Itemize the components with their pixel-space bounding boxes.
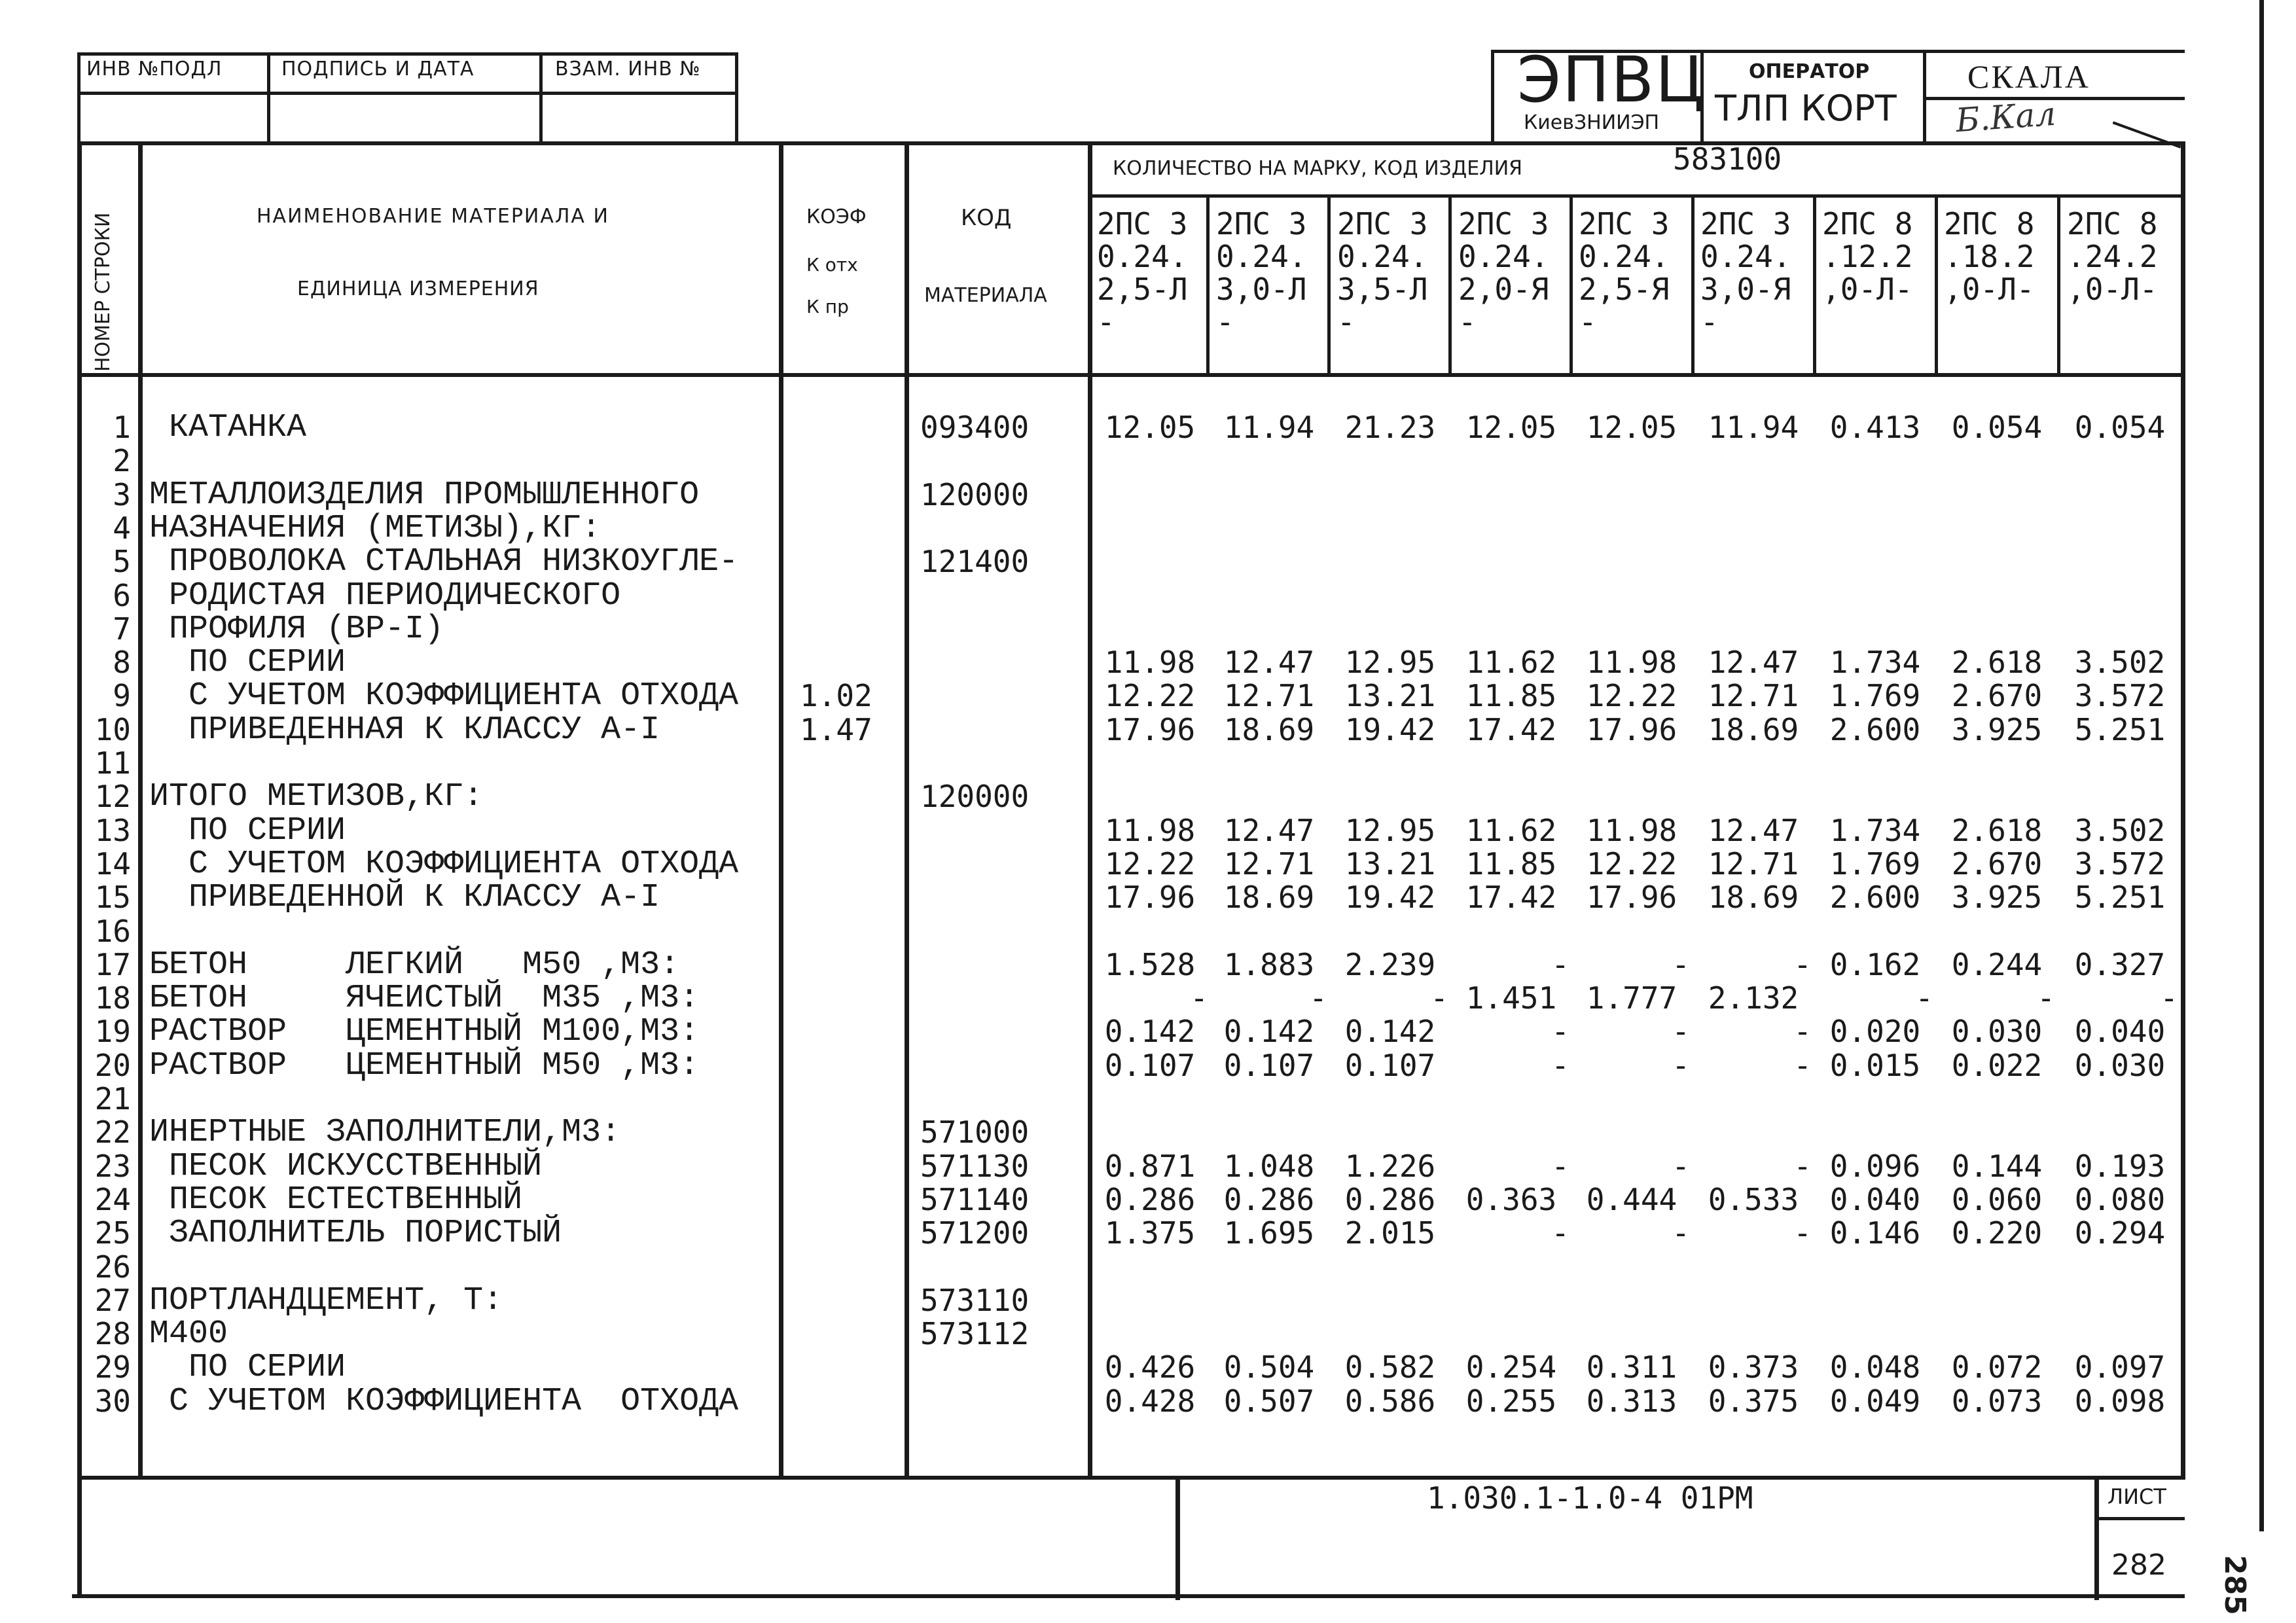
quantity-value: 3.925 <box>1951 711 2043 747</box>
material-code: 121400 <box>920 544 1030 580</box>
row-number-header: НОМЕР СТРОКИ <box>92 212 115 372</box>
quantity-value: 0.311 <box>1586 1349 1677 1385</box>
row-number: 30 <box>94 1383 131 1419</box>
mark-header-line: 3,0-Л <box>1216 272 1307 306</box>
quantity-value: 1.769 <box>1829 678 1921 714</box>
quantity-value: 0.142 <box>1104 1014 1196 1050</box>
quantity-value: 2.618 <box>1951 812 2043 848</box>
material-name: ЗАПОЛНИТЕЛЬ ПОРИСТЫЙ <box>149 1215 562 1253</box>
quantity-value: 0.871 <box>1104 1148 1196 1184</box>
mark-header-line: ,0-Л- <box>1944 272 2035 306</box>
material-code: 571130 <box>920 1148 1030 1184</box>
mark-header-line: - <box>1579 305 1597 339</box>
quantity-value: 12.47 <box>1708 812 1799 848</box>
quantity-value: 2.132 <box>1708 980 1799 1016</box>
quantity-value: 17.96 <box>1104 711 1196 747</box>
quantity-value: 0.313 <box>1586 1383 1677 1419</box>
material-name: БЕТОН ЛЕГКИЙ М50 ,М3: <box>149 946 680 984</box>
coefficient-value: 1.47 <box>800 711 872 747</box>
quantity-value: 0.022 <box>1951 1047 2043 1083</box>
mark-header-line: - <box>1097 305 1115 339</box>
quantity-value: 0.073 <box>1951 1383 2043 1419</box>
quantity-value: 5.251 <box>2074 711 2166 747</box>
mark-header-line: 2ПС 8 <box>1822 207 1913 241</box>
org-name: ЭПВЦ <box>1517 43 1706 116</box>
quantity-value: 0.107 <box>1344 1047 1436 1083</box>
row-number: 15 <box>94 880 131 916</box>
quantity-value: 3.925 <box>1951 880 2043 916</box>
edge-page-number: 285 <box>2218 1555 2251 1615</box>
quantity-value: 17.96 <box>1586 880 1677 916</box>
quantity-value: 0.286 <box>1344 1181 1436 1217</box>
material-code: 571000 <box>920 1115 1030 1150</box>
quantity-value: - <box>1672 946 1690 982</box>
material-name: РАСТВОР ЦЕМЕНТНЫЙ М50 ,М3: <box>149 1046 700 1084</box>
quantity-value: - <box>1672 1014 1690 1050</box>
mark-header-line: 0.24. <box>1458 240 1549 274</box>
operator-label: ОПЕРАТОР <box>1749 60 1870 83</box>
row-number: 28 <box>94 1316 131 1352</box>
quantity-value: 0.294 <box>2074 1215 2166 1251</box>
quantity-value: 0.097 <box>2074 1349 2166 1385</box>
mark-header-line: 2,5-Я <box>1579 272 1670 306</box>
quantity-value: - <box>1309 980 1327 1016</box>
row-number: 16 <box>94 913 131 949</box>
quantity-value: 17.42 <box>1465 711 1557 747</box>
quantity-value: 21.23 <box>1344 410 1436 445</box>
quantity-value: 0.080 <box>2074 1181 2166 1217</box>
doc-code: 1.030.1-1.0-4 01РМ <box>1427 1480 1753 1516</box>
quantity-value: 1.048 <box>1223 1148 1315 1184</box>
row-number: 8 <box>113 645 131 681</box>
mark-header-line: 2ПС 3 <box>1097 207 1188 241</box>
material-name: ПЕСОК ИСКУССТВЕННЫЙ <box>149 1147 543 1185</box>
quantity-value: 0.060 <box>1951 1181 2043 1217</box>
quantity-value: 0.098 <box>2074 1383 2166 1419</box>
quantity-value: 0.107 <box>1104 1047 1196 1083</box>
mark-header-line: 2ПС 3 <box>1700 207 1791 241</box>
quantity-value: 1.226 <box>1344 1148 1436 1184</box>
mark-header-line: 0.24. <box>1579 240 1670 274</box>
mark-header-line: 2,5-Л <box>1097 272 1188 306</box>
quantity-value: 0.054 <box>2074 410 2166 445</box>
material-name: ПО СЕРИИ <box>149 1349 346 1387</box>
quantity-value: 2.618 <box>1951 645 2043 681</box>
material-name: БЕТОН ЯЧЕИСТЫЙ М35 ,М3: <box>149 980 700 1018</box>
row-number: 27 <box>94 1282 131 1318</box>
row-number: 13 <box>94 812 131 848</box>
quantity-value: 0.413 <box>1829 410 1921 445</box>
material-code: 571200 <box>920 1215 1030 1251</box>
quantity-value: 12.05 <box>1586 410 1677 445</box>
mark-header-line: 2ПС 8 <box>2067 207 2158 241</box>
quantity-value: 12.47 <box>1223 812 1315 848</box>
mark-header-line: 2,0-Я <box>1458 272 1549 306</box>
row-number: 12 <box>94 779 131 815</box>
material-code: 093400 <box>920 410 1030 445</box>
mark-header-line: 0.24. <box>1337 240 1428 274</box>
material-name: ПРИВЕДЕННАЯ К КЛАССУ А-I <box>149 711 660 749</box>
quantity-value: - <box>1915 980 1933 1016</box>
quantity-value: 12.22 <box>1586 678 1677 714</box>
mark-header-line: - <box>1337 305 1355 339</box>
row-number: 6 <box>113 577 131 613</box>
quantity-value: 3.572 <box>2074 846 2166 882</box>
quantity-value: 1.695 <box>1223 1215 1315 1251</box>
mark-header-line: - <box>1458 305 1477 339</box>
mark-header-line: ,0-Л- <box>1822 272 1913 306</box>
material-name: ПО СЕРИИ <box>149 644 346 682</box>
quantity-value: 12.71 <box>1223 678 1315 714</box>
quantity-value: 1.734 <box>1829 812 1921 848</box>
quantity-value: - <box>1793 1047 1812 1083</box>
row-number: 18 <box>94 980 131 1016</box>
quantity-value: 0.146 <box>1829 1215 1921 1251</box>
vzam-inv-label: ВЗАМ. ИНВ № <box>555 58 701 80</box>
quantity-value: - <box>1551 1215 1570 1251</box>
quantity-value: - <box>2037 980 2055 1016</box>
quantity-value: 11.85 <box>1465 846 1557 882</box>
quantity-value: 12.22 <box>1104 678 1196 714</box>
quantity-value: 18.69 <box>1708 711 1799 747</box>
material-name: ПРИВЕДЕННОЙ К КЛАССУ А-I <box>149 879 660 917</box>
mark-header-line: .18.2 <box>1944 240 2035 274</box>
material-header-line1: НАИМЕНОВАНИЕ МАТЕРИАЛА И <box>257 205 609 228</box>
org-subtitle: КиевЗНИИЭП <box>1524 111 1660 134</box>
coef-header: КОЭФ <box>806 205 867 228</box>
quantity-value: 18.69 <box>1223 880 1315 916</box>
quantity-value: 0.444 <box>1586 1181 1677 1217</box>
mark-header-line: - <box>1216 305 1234 339</box>
row-number: 2 <box>113 443 131 479</box>
quantity-value: 12.95 <box>1344 645 1436 681</box>
quantity-value: - <box>1793 1014 1812 1050</box>
row-number: 1 <box>113 410 131 445</box>
mark-header-line: .12.2 <box>1822 240 1913 274</box>
quantity-value: 0.142 <box>1344 1014 1436 1050</box>
row-number: 5 <box>113 544 131 580</box>
quantity-value: 18.69 <box>1708 880 1799 916</box>
mark-header-line: 0.24. <box>1216 240 1307 274</box>
quantity-value: 12.22 <box>1104 846 1196 882</box>
quantity-header: КОЛИЧЕСТВО НА МАРКУ, КОД ИЗДЕЛИЯ <box>1113 157 1523 180</box>
quantity-value: 1.734 <box>1829 645 1921 681</box>
quantity-value: 12.71 <box>1708 678 1799 714</box>
quantity-value: 12.95 <box>1344 812 1436 848</box>
material-name: МЕТАЛЛОИЗДЕЛИЯ ПРОМЫШЛЕННОГО <box>149 476 700 514</box>
k-otx-header: К отх <box>806 254 858 276</box>
mark-header-line: 0.24. <box>1700 240 1791 274</box>
quantity-value: 2.239 <box>1344 946 1436 982</box>
quantity-value: 2.600 <box>1829 880 1921 916</box>
quantity-value: 17.96 <box>1586 711 1677 747</box>
signature-date-label: ПОДПИСЬ И ДАТА <box>281 58 475 80</box>
quantity-value: 1.528 <box>1104 946 1196 982</box>
quantity-value: 11.94 <box>1223 410 1315 445</box>
material-header-line2: ЕДИНИЦА ИЗМЕРЕНИЯ <box>297 277 539 300</box>
row-number: 29 <box>94 1349 131 1385</box>
row-number: 22 <box>94 1115 131 1150</box>
row-number: 14 <box>94 846 131 882</box>
row-number: 9 <box>113 678 131 714</box>
row-number: 4 <box>113 510 131 546</box>
quantity-value: 11.98 <box>1104 812 1196 848</box>
quantity-value: 0.020 <box>1829 1014 1921 1050</box>
mark-header-line: 3,0-Я <box>1700 272 1791 306</box>
mark-header-line: ,0-Л- <box>2067 272 2158 306</box>
material-name: С УЧЕТОМ КОЭФФИЦИЕНТА ОТХОДА <box>149 1382 739 1420</box>
quantity-value: 0.144 <box>1951 1148 2043 1184</box>
mark-header-line: - <box>1700 305 1719 339</box>
quantity-value: - <box>1190 980 1208 1016</box>
quantity-value: - <box>1672 1047 1690 1083</box>
quantity-value: 0.193 <box>2074 1148 2166 1184</box>
quantity-value: 1.777 <box>1586 980 1677 1016</box>
quantity-value: 0.363 <box>1465 1181 1557 1217</box>
quantity-value: 0.107 <box>1223 1047 1315 1083</box>
quantity-value: 0.504 <box>1223 1349 1315 1385</box>
row-number: 19 <box>94 1014 131 1050</box>
row-number: 21 <box>94 1081 131 1116</box>
quantity-value: 0.286 <box>1223 1181 1315 1217</box>
quantity-value: 18.69 <box>1223 711 1315 747</box>
quantity-value: - <box>1793 946 1812 982</box>
material-name: М400 <box>149 1315 228 1353</box>
quantity-value: 12.05 <box>1465 410 1557 445</box>
quantity-value: 12.47 <box>1223 645 1315 681</box>
code-subheader: МАТЕРИАЛА <box>924 284 1047 307</box>
quantity-value: 1.451 <box>1465 980 1557 1016</box>
quantity-value: - <box>1551 1047 1570 1083</box>
quantity-value: 17.96 <box>1104 880 1196 916</box>
mark-header-line: 2ПС 3 <box>1458 207 1549 241</box>
operator-value: ТЛП КОРТ <box>1715 88 1897 129</box>
quantity-value: 0.162 <box>1829 946 1921 982</box>
quantity-value: 0.049 <box>1829 1383 1921 1419</box>
quantity-value: 5.251 <box>2074 880 2166 916</box>
quantity-value: 13.21 <box>1344 846 1436 882</box>
quantity-value: 0.582 <box>1344 1349 1436 1385</box>
mark-header-line: 2ПС 8 <box>1944 207 2035 241</box>
quantity-value: 19.42 <box>1344 880 1436 916</box>
mark-header-line: 2ПС 3 <box>1579 207 1670 241</box>
quantity-value: 3.572 <box>2074 678 2166 714</box>
row-number: 11 <box>94 745 131 781</box>
quantity-value: 12.71 <box>1708 846 1799 882</box>
quantity-value: 1.769 <box>1829 846 1921 882</box>
material-name: ПОРТЛАНДЦЕМЕНТ, Т: <box>149 1281 503 1319</box>
coefficient-value: 1.02 <box>800 678 872 714</box>
quantity-value: - <box>1430 980 1448 1016</box>
material-name: РОДИСТАЯ ПЕРИОДИЧЕСКОГО <box>149 577 621 615</box>
quantity-value: 0.030 <box>1951 1014 2043 1050</box>
row-number: 3 <box>113 476 131 512</box>
quantity-value: 12.71 <box>1223 846 1315 882</box>
quantity-value: 11.98 <box>1104 645 1196 681</box>
row-number: 26 <box>94 1249 131 1285</box>
mark-header-line: 3,5-Л <box>1337 272 1428 306</box>
quantity-value: 0.015 <box>1829 1047 1921 1083</box>
quantity-value: 0.254 <box>1465 1349 1557 1385</box>
material-name: ИТОГО МЕТИЗОВ,КГ: <box>149 778 484 816</box>
quantity-value: 0.030 <box>2074 1047 2166 1083</box>
quantity-value: 11.62 <box>1465 645 1557 681</box>
quantity-value: 0.375 <box>1708 1383 1799 1419</box>
quantity-value: 0.533 <box>1708 1181 1799 1217</box>
quantity-value: 11.98 <box>1586 645 1677 681</box>
quantity-value: - <box>1793 1215 1812 1251</box>
quantity-value: 0.286 <box>1104 1181 1196 1217</box>
quantity-value: 2.600 <box>1829 711 1921 747</box>
quantity-value: 0.426 <box>1104 1349 1196 1385</box>
quantity-value: 0.586 <box>1344 1383 1436 1419</box>
quantity-value: 0.054 <box>1951 410 2043 445</box>
quantity-value: 0.428 <box>1104 1383 1196 1419</box>
quantity-value: - <box>1672 1148 1690 1184</box>
quantity-value: 11.94 <box>1708 410 1799 445</box>
material-name: ПЕСОК ЕСТЕСТВЕННЫЙ <box>149 1181 523 1219</box>
material-name: ПРОВОЛОКА СТАЛЬНАЯ НИЗКОУГЛЕ- <box>149 543 739 581</box>
quantity-value: 0.255 <box>1465 1383 1557 1419</box>
quantity-value: 17.42 <box>1465 880 1557 916</box>
quantity-value: 0.244 <box>1951 946 2043 982</box>
material-code: 573112 <box>920 1316 1030 1352</box>
material-name: ПО СЕРИИ <box>149 812 346 849</box>
material-name: КАТАНКА <box>149 409 307 446</box>
quantity-value: 0.048 <box>1829 1349 1921 1385</box>
material-name: ИНЕРТНЫЕ ЗАПОЛНИТЕЛИ,М3: <box>149 1114 621 1152</box>
quantity-value: 0.220 <box>1951 1215 2043 1251</box>
quantity-value: 2.670 <box>1951 678 2043 714</box>
quantity-value: 0.327 <box>2074 946 2166 982</box>
quantity-value: 1.883 <box>1223 946 1315 982</box>
quantity-value: - <box>1551 1014 1570 1050</box>
row-number: 20 <box>94 1047 131 1083</box>
quantity-value: - <box>1551 1148 1570 1184</box>
quantity-value: 0.096 <box>1829 1148 1921 1184</box>
inv-podl-label: ИНВ №ПОДЛ <box>86 58 223 80</box>
code-header: КОД <box>961 205 1012 231</box>
material-name: С УЧЕТОМ КОЭФФИЦИЕНТА ОТХОДА <box>149 845 739 883</box>
quantity-value: 2.670 <box>1951 846 2043 882</box>
quantity-value: 0.040 <box>2074 1014 2166 1050</box>
quantity-value: 11.98 <box>1586 812 1677 848</box>
quantity-value: 13.21 <box>1344 678 1436 714</box>
material-code: 573110 <box>920 1282 1030 1318</box>
quantity-value: 11.85 <box>1465 678 1557 714</box>
quantity-value: - <box>1551 946 1570 982</box>
material-name: ПРОФИЛЯ (ВР-I) <box>149 610 444 648</box>
quantity-value: 0.040 <box>1829 1181 1921 1217</box>
row-number: 23 <box>94 1148 131 1184</box>
sheet-label: ЛИСТ <box>2108 1484 2166 1509</box>
quantity-value: 12.47 <box>1708 645 1799 681</box>
system-name: СКАЛА <box>1967 58 2090 95</box>
quantity-value: 2.015 <box>1344 1215 1436 1251</box>
quantity-value: 3.502 <box>2074 812 2166 848</box>
quantity-value: - <box>1793 1148 1812 1184</box>
row-number: 10 <box>94 711 131 747</box>
material-code: 571140 <box>920 1181 1030 1217</box>
quantity-value: 12.05 <box>1104 410 1196 445</box>
k-pr-header: К пр <box>806 296 849 317</box>
mark-header-line: 2ПС 3 <box>1216 207 1307 241</box>
product-code: 583100 <box>1673 141 1782 177</box>
sheet-number: 282 <box>2111 1548 2166 1582</box>
mark-header-line: 0.24. <box>1097 240 1188 274</box>
quantity-value: 1.375 <box>1104 1215 1196 1251</box>
quantity-value: 11.62 <box>1465 812 1557 848</box>
row-number: 17 <box>94 946 131 982</box>
quantity-value: 0.507 <box>1223 1383 1315 1419</box>
row-number: 7 <box>113 611 131 647</box>
quantity-value: 12.22 <box>1586 846 1677 882</box>
material-code: 120000 <box>920 779 1030 815</box>
quantity-value: 3.502 <box>2074 645 2166 681</box>
row-number: 24 <box>94 1181 131 1217</box>
material-name: РАСТВОР ЦЕМЕНТНЫЙ М100,М3: <box>149 1013 700 1051</box>
row-number: 25 <box>94 1215 131 1251</box>
mark-header-line: .24.2 <box>2067 240 2158 274</box>
quantity-value: - <box>2160 980 2178 1016</box>
mark-header-line: 2ПС 3 <box>1337 207 1428 241</box>
quantity-value: - <box>1672 1215 1690 1251</box>
material-name: С УЧЕТОМ КОЭФФИЦИЕНТА ОТХОДА <box>149 677 739 715</box>
quantity-value: 0.072 <box>1951 1349 2043 1385</box>
quantity-value: 19.42 <box>1344 711 1436 747</box>
signature: Б.Кал <box>1954 94 2057 140</box>
material-name: НАЗНАЧЕНИЯ (МЕТИЗЫ),КГ: <box>149 509 601 547</box>
quantity-value: 0.373 <box>1708 1349 1799 1385</box>
material-code: 120000 <box>920 476 1030 512</box>
quantity-value: 0.142 <box>1223 1014 1315 1050</box>
